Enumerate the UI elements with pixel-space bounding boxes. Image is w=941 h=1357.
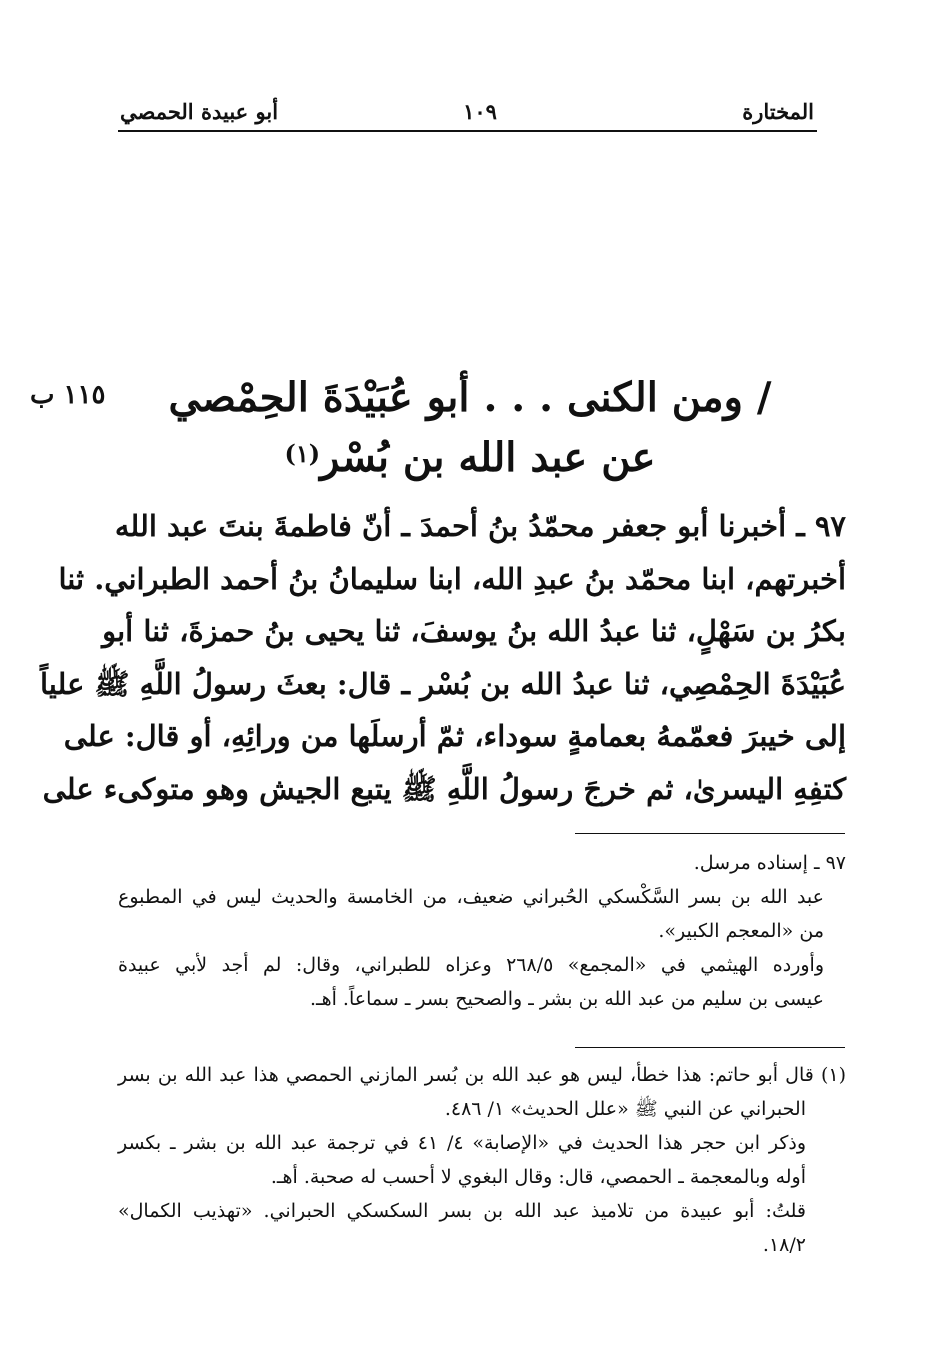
header-rule [118, 130, 817, 132]
footnote-line: وأورده الهيثمي في «المجمع» ٢٦٨/٥ وعزاه للطبراني، وقال: لم أجد لأبي عبيدة [118, 954, 824, 976]
footnote-97 [118, 846, 846, 1016]
section-subtitle-text: عن عبد الله بن بُسْر [320, 434, 656, 481]
text-line: كتفِهِ اليسرىٰ، ثم خرجَ رسولُ اللَّهِ ﷺ يتبع الجيش وهو متوكىء على [42, 771, 846, 806]
footnote-reference: (١) [284, 439, 321, 468]
text-line: بكرُ بن سَهْلٍ، ثنا عبدُ الله بنُ يوسفَ، ثنا يحيى بنُ حمزةَ، ثنا أبو [102, 614, 846, 648]
footnote-line: قلتُ: أبو عبيدة من تلاميذ عبد الله بن بسر السكسكي الحبراني. «تهذيب الكمال» [118, 1200, 806, 1222]
footnote-line: (١) قال أبو حاتم: هذا خطأ، ليس هو عبد الله بن بُسر المازني الحمصي هذا عبد الله بن بسر [118, 1064, 846, 1086]
footnote-line: وذكر ابن حجر هذا الحديث في «الإصابة» ٤/ ٤١ في ترجمة عبد الله بن بشر ـ بكسر [118, 1132, 806, 1154]
footnote-line: الحبراني عن النبي ﷺ «علل الحديث» ١/ ٤٨٦. [444, 1098, 806, 1120]
text-line: ٩٧ ـ أخبرنا أبو جعفر محمّدُ بنُ أحمدَ ـ أنّ فاطمةَ بنتَ عبد الله [114, 509, 846, 543]
section-title: / ومن الكنى . . . أبو عُبَيْدَةَ الحِمْصي [168, 374, 772, 421]
running-header-chapter-title: أبو عبيدة الحمصي [120, 99, 279, 124]
footnote-divider [575, 833, 845, 834]
footnote-line: ١٨/٢. [762, 1234, 806, 1256]
text-line: إلى خيبرَ فعمّمهُ بعمامةٍ سوداء، ثمّ أرسلَها من ورائِهِ، أو قال: على [63, 719, 846, 753]
footnote-line: أوله وبالمعجمة ـ الحمصي، قال: وقال البغوي لا أحسب له صحبة. أهـ. [270, 1166, 806, 1188]
section-subtitle [150, 428, 790, 488]
footnote-divider [575, 1047, 845, 1048]
running-header-book-title: المختارة [742, 99, 814, 124]
hadith-text [39, 500, 846, 815]
footnote-line: عبد الله بن بسر السَّكْسكي الحُبراني ضعيف، من الخامسة والحديث ليس في المطبوع [118, 886, 824, 908]
footnote-line: من «المعجم الكبير». [658, 920, 824, 942]
text-line: عُبَيْدَةَ الحِمْصِي، ثنا عبدُ الله بن بُسْر ـ قال: بعثَ رسولُ اللَّهِ ﷺ علياً [39, 666, 846, 701]
manuscript-folio-note: ١١٥ ب [30, 380, 106, 410]
footnote-line: ٩٧ ـ إسناده مرسل. [693, 852, 846, 874]
footnote-1 [118, 1058, 846, 1262]
page-number: ١٠٩ [463, 99, 497, 124]
text-line: أخبرتهم، ابنا محمّد بنُ عبدِ الله، ابنا سليمانُ بنُ أحمد الطبراني. ثنا [58, 561, 846, 596]
footnote-line: عيسى بن سليم من عبد الله بن بشر ـ والصحيح بسر ـ سماعاً. أهـ. [309, 988, 824, 1010]
